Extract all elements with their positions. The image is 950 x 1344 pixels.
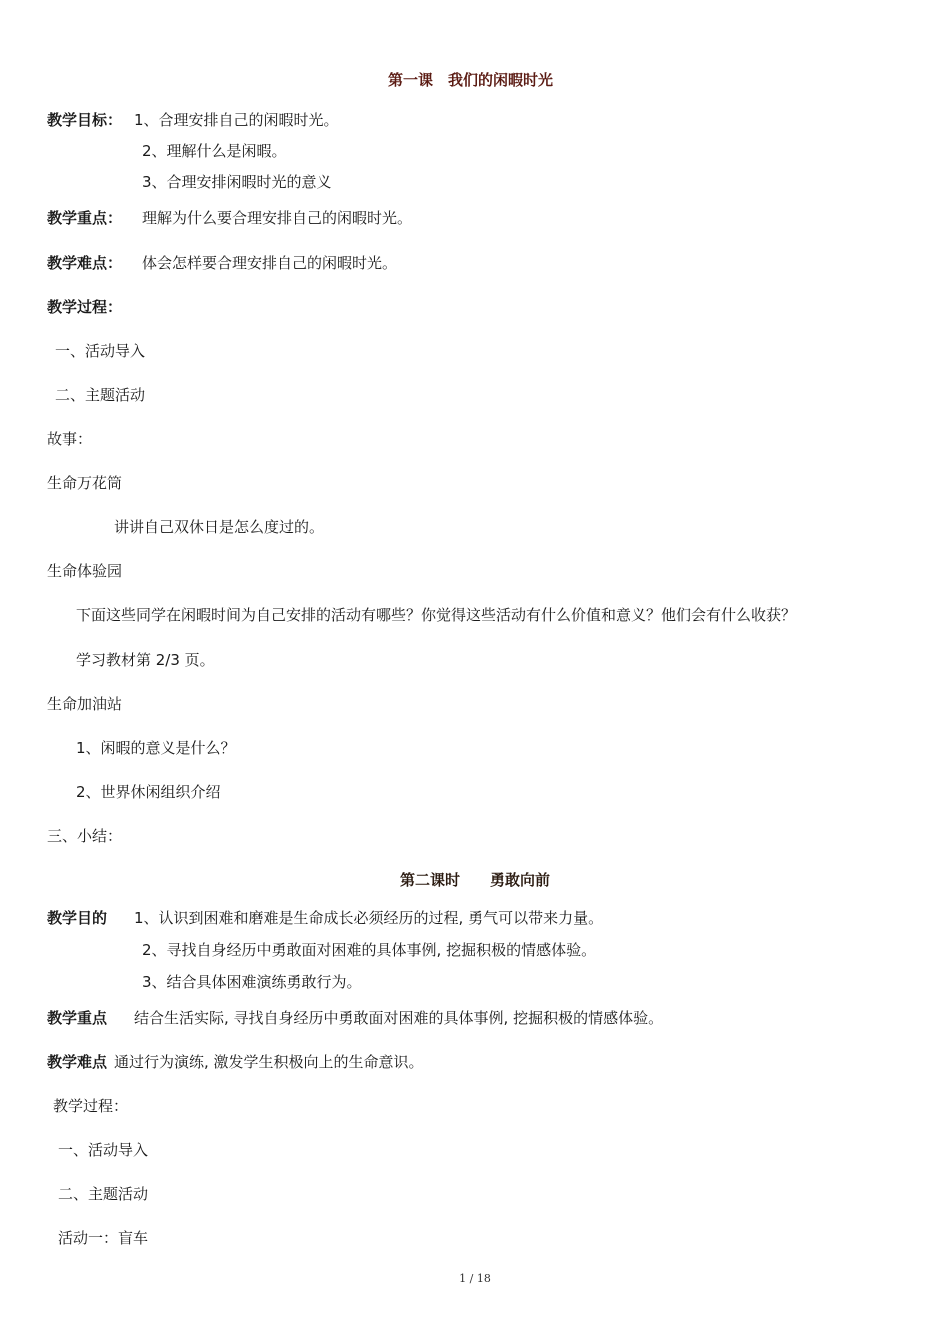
lesson1-summary: 三、小结： — [47, 827, 123, 845]
lesson1-goal-1: 1、合理安排自己的闲暇时光。 — [134, 111, 339, 129]
lesson2-title: 第二课时 勇敢向前 — [400, 871, 551, 889]
lesson1-experience-study: 学习教材第 2/3 页。 — [76, 651, 215, 669]
lesson1-station: 生命加油站 — [47, 695, 123, 713]
lesson1-kaleidoscope-text: 讲讲自己双休日是怎么度过的。 — [114, 518, 325, 536]
page-number: 1 / 18 — [459, 1272, 491, 1285]
lesson1-step-2: 二、主题活动 — [55, 386, 146, 404]
lesson2-focus: 结合生活实际, 寻找自身经历中勇敢面对困难的具体事例, 挖掘积极的情感体验。 — [134, 1009, 664, 1027]
lesson1-kaleidoscope: 生命万花筒 — [47, 474, 123, 492]
lesson2-focus-label: 教学重点 — [47, 1009, 108, 1027]
lesson2-step-1: 一、活动导入 — [58, 1141, 149, 1159]
lesson1-process-label: 教学过程： — [47, 298, 123, 316]
lesson2-step-2: 二、主题活动 — [58, 1185, 149, 1203]
lesson2-goal-2: 2、寻找自身经历中勇敢面对困难的具体事例, 挖掘积极的情感体验。 — [142, 941, 597, 959]
lesson1-goal-label: 教学目标： — [47, 111, 123, 129]
lesson2-goal-1: 1、认识到困难和磨难是生命成长必须经历的过程, 勇气可以带来力量。 — [134, 909, 604, 927]
lesson1-experience-question: 下面这些同学在闲暇时间为自己安排的活动有哪些？你觉得这些活动有什么价值和意义？他们会有什么收获？ — [76, 606, 797, 624]
lesson1-goal-3: 3、合理安排闲暇时光的意义 — [142, 173, 332, 191]
lesson1-station-item-1: 1、闲暇的意义是什么？ — [76, 739, 236, 757]
lesson2-activity-1: 活动一：盲车 — [58, 1229, 149, 1247]
lesson1-story: 故事： — [47, 430, 93, 448]
lesson1-difficulty: 体会怎样要合理安排自己的闲暇时光。 — [142, 254, 398, 272]
lesson2-process-label: 教学过程： — [53, 1097, 129, 1115]
lesson1-step-1: 一、活动导入 — [55, 342, 146, 360]
lesson1-title: 第一课 我们的闲暇时光 — [388, 71, 554, 89]
lesson1-goal-2: 2、理解什么是闲暇。 — [142, 142, 287, 160]
lesson1-experience: 生命体验园 — [47, 562, 123, 580]
lesson2-goal-label: 教学目的 — [47, 909, 108, 927]
lesson2-difficulty-label: 教学难点 — [47, 1053, 108, 1071]
lesson1-station-item-2: 2、世界休闲组织介绍 — [76, 783, 221, 801]
lesson2-goal-3: 3、结合具体困难演练勇敢行为。 — [142, 973, 362, 991]
lesson2-difficulty: 通过行为演练, 激发学生积极向上的生命意识。 — [114, 1053, 424, 1071]
lesson1-focus-label: 教学重点： — [47, 209, 123, 227]
lesson1-focus: 理解为什么要合理安排自己的闲暇时光。 — [142, 209, 413, 227]
lesson1-difficulty-label: 教学难点： — [47, 254, 123, 272]
